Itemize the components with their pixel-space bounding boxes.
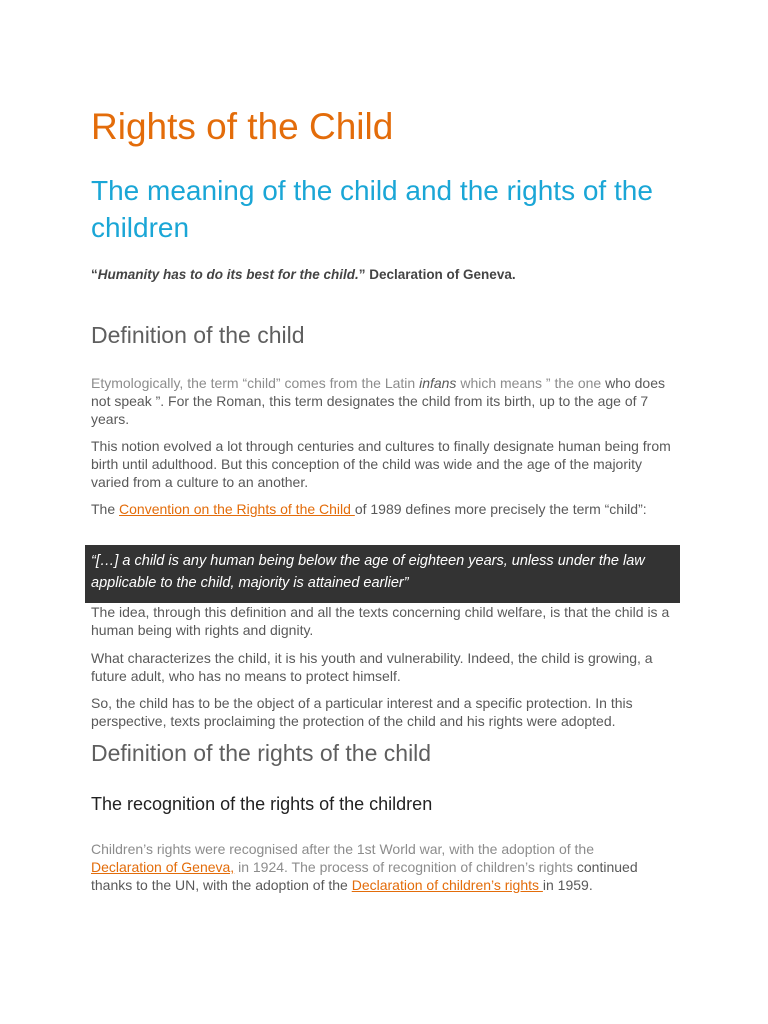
paragraph-protection: So, the child has to be the object of a particular interest and a specific protection. In this perspective, texts proclaiming the protection of the child and his rights were adopted. — [91, 695, 633, 729]
heading-definition-of-child: Definition of the child — [91, 322, 305, 348]
quote-open-mark: “ — [91, 267, 98, 282]
recognition-text-b: in 1924. The process of recognition of children’s rights — [234, 859, 577, 875]
blockquote-italic-end: applicable to the child, majority is attained earlier” — [91, 575, 409, 591]
convention-text-a: The — [91, 501, 120, 517]
etymology-text-b: which means ” the one — [456, 375, 606, 391]
paragraph-convention — [91, 500, 681, 518]
etymology-text-c: who does not speak ”. For the Roman, this term designates the child from its birth, up to the age of 7 years. — [91, 375, 666, 427]
recognition-text-c: continued thanks to the UN, with the adoption of the — [91, 859, 638, 893]
paragraph-characterizes: What characterizes the child, it is his youth and vulnerability. Indeed, the child is growing, a future adult, who has no means to protect himself. — [91, 650, 653, 684]
convention-text-b: of 1989 defines more precisely the term “child”: — [354, 501, 647, 517]
paragraph-recognition — [91, 840, 651, 894]
convention-link[interactable]: Convention on the Rights of the Child — [119, 501, 355, 517]
quote-italic-text: Humanity has to do its best for the child. — [97, 267, 359, 282]
blockquote-main-text: being below the age of eighteen years, unless under the law — [258, 553, 645, 569]
blockquote-italic-start: “[…] a child is any human — [91, 553, 259, 569]
document-subtitle: The meaning of the child and the rights of the children — [91, 175, 653, 243]
paragraph-idea: The idea, through this definition and all the texts concerning child welfare, is that the child is a human being with rights and dignity. — [91, 604, 670, 638]
recognition-text-d: in 1959. — [542, 877, 593, 893]
opening-quote — [91, 267, 516, 282]
paragraph-etymology — [91, 374, 681, 428]
heading-recognition: The recognition of the rights of the children — [91, 794, 433, 814]
definition-blockquote — [85, 545, 680, 603]
heading-definition-of-rights: Definition of the rights of the child — [91, 740, 432, 766]
document-title: Rights of the Child — [91, 106, 394, 147]
etymology-italic-infans: infans — [419, 375, 457, 391]
quote-attribution: ” Declaration of Geneva. — [358, 267, 516, 282]
recognition-text-a: Children’s rights were recognised after the 1st World war, with the adoption of the — [91, 841, 594, 857]
declaration-of-childrens-rights-link[interactable]: Declaration of children’s rights — [351, 877, 543, 893]
etymology-text-a: Etymologically, the term “child” comes from the Latin — [91, 375, 420, 391]
paragraph-notion-evolved: This notion evolved a lot through centuries and cultures to finally designate human being from birth until adulthood. But this conception of the child was wide and the age of the majority varied from a culture to an another. — [91, 438, 671, 490]
declaration-of-geneva-link[interactable]: Declaration of Geneva, — [91, 859, 235, 875]
